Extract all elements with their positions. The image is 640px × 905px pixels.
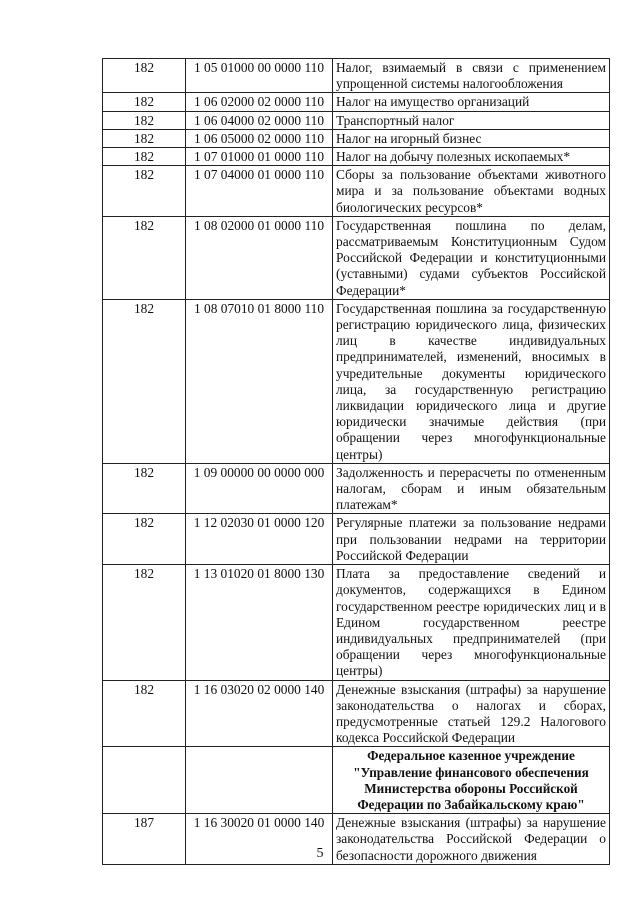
table-row — [103, 514, 610, 565]
admin-code-cell: 182 — [103, 59, 186, 93]
revenue-name-cell: Налог на добычу полезных ископаемых* — [333, 148, 610, 166]
revenue-name-cell: Налог на имущество организаций — [333, 93, 610, 111]
budget-code-cell: 1 08 07010 01 8000 110 — [186, 299, 333, 463]
table-row — [103, 680, 610, 747]
revenue-name-cell: Плата за предоставление сведений и документов, содержащихся в Едином государственном реестре юридических лиц и в Едином государственном реестре индивидуальных предпринимателей (при обращении через многофункциональные центры) — [333, 565, 610, 680]
table-row — [103, 166, 610, 217]
revenue-name-cell: Государственная пошлина по делам, рассматриваемым Конституционным Судом Российской Федерации и конституционными (уставными) судами субъектов Российской Федерации* — [333, 216, 610, 299]
revenue-codes-table — [102, 58, 610, 865]
budget-code-cell: 1 05 01000 00 0000 110 — [186, 59, 333, 93]
budget-code-cell: 1 06 05000 02 0000 110 — [186, 129, 333, 147]
admin-code-cell: 187 — [103, 814, 186, 865]
budget-code-cell: 1 16 30020 01 0000 140 — [186, 814, 333, 865]
empty-cell — [186, 747, 333, 814]
budget-code-cell: 1 13 01020 01 8000 130 — [186, 565, 333, 680]
admin-code-cell: 182 — [103, 299, 186, 463]
budget-code-cell: 1 09 00000 00 0000 000 — [186, 463, 333, 514]
table-row — [103, 93, 610, 111]
budget-code-cell: 1 06 04000 02 0000 110 — [186, 111, 333, 129]
admin-code-cell: 182 — [103, 129, 186, 147]
revenue-name-cell: Транспортный налог — [333, 111, 610, 129]
budget-code-cell: 1 06 02000 02 0000 110 — [186, 93, 333, 111]
admin-code-cell: 182 — [103, 565, 186, 680]
table-row — [103, 148, 610, 166]
page-number: 5 — [316, 846, 324, 861]
admin-code-cell: 182 — [103, 463, 186, 514]
table-row — [103, 129, 610, 147]
admin-code-cell: 182 — [103, 166, 186, 217]
revenue-name-cell: Государственная пошлина за государственную регистрацию юридического лица, физических лиц в качестве индивидуальных предпринимателей, изменений, вносимых в учредительные документы юридического лица, за государственную регистрацию ликвидации юридического лица и другие юридически значимые действия (при обращении через многофункциональные центры) — [333, 299, 610, 463]
table-row — [103, 111, 610, 129]
table-row — [103, 299, 610, 463]
admin-code-cell: 182 — [103, 148, 186, 166]
admin-code-cell: 182 — [103, 93, 186, 111]
budget-code-cell: 1 07 01000 01 0000 110 — [186, 148, 333, 166]
admin-code-cell: 182 — [103, 111, 186, 129]
revenue-name-cell: Задолженность и перерасчеты по отмененным налогам, сборам и иным обязательным платежам* — [333, 463, 610, 514]
table-row — [103, 463, 610, 514]
admin-code-cell: 182 — [103, 680, 186, 747]
budget-code-cell: 1 12 02030 01 0000 120 — [186, 514, 333, 565]
budget-code-cell: 1 16 03020 02 0000 140 — [186, 680, 333, 747]
revenue-name-cell: Сборы за пользование объектами животного мира и за пользование объектами водных биологических ресурсов* — [333, 166, 610, 217]
revenue-name-cell: Налог на игорный бизнес — [333, 129, 610, 147]
admin-code-cell: 182 — [103, 216, 186, 299]
revenue-name-cell: Денежные взыскания (штрафы) за нарушение законодательства Российской Федерации о безопасности дорожного движения — [333, 814, 610, 865]
revenue-name-cell: Регулярные платежи за пользование недрами при пользовании недрами на территории Российской Федерации — [333, 514, 610, 565]
revenue-name-cell: Налог, взимаемый в связи с применением упрощенной системы налогообложения — [333, 59, 610, 93]
section-header: Федеральное казенное учреждение "Управление финансового обеспечения Министерства обороны Российской Федерации по Забайкальскому краю" — [333, 747, 610, 814]
revenue-name-cell: Денежные взыскания (штрафы) за нарушение законодательства о налогах и сборах, предусмотренные статьей 129.2 Налогового кодекса Российской Федерации — [333, 680, 610, 747]
budget-code-cell: 1 08 02000 01 0000 110 — [186, 216, 333, 299]
budget-code-cell: 1 07 04000 01 0000 110 — [186, 166, 333, 217]
table-body — [103, 59, 610, 865]
table-row — [103, 216, 610, 299]
table-row — [103, 59, 610, 93]
empty-cell — [103, 747, 186, 814]
table-row — [103, 565, 610, 680]
admin-code-cell: 182 — [103, 514, 186, 565]
section-header-row — [103, 747, 610, 814]
